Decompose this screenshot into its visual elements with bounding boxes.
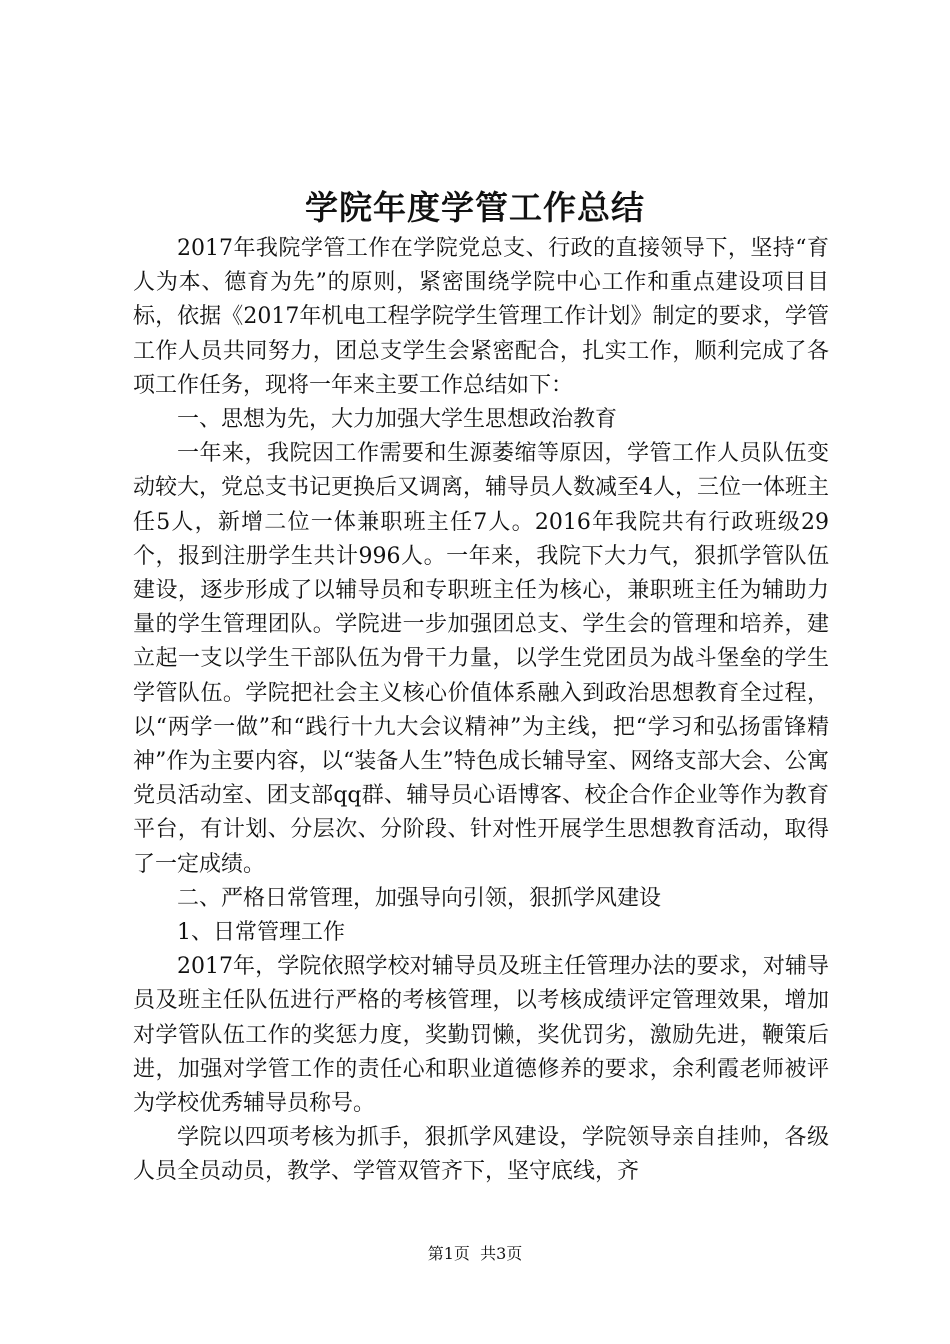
document-title: 学院年度学管工作总结 (305, 188, 645, 227)
paragraph-intro: 2017年我院学管工作在学院党总支、行政的直接领导下，坚持“育人为本、德育为先”的原则，紧密围绕学院中心工作和重点建设项目目标，依据《2017年机电工程学院学生管理工作计划》制定的要求，学管工作人员共同努力，团总支学生会紧密配合，扎实工作，顺利完成了各项工作任务，现将一年来主要工作总结如下： (133, 236, 829, 398)
paragraph-ideology: 一年来，我院因工作需要和生源萎缩等原因，学管工作人员队伍变动较大，党总支书记更换后又调离，辅导员人数减至4人，三位一体班主任5人，新增二位一体兼职班主任7人。2016年我院共有行政班级29个，报到注册学生共计996人。一年来，我院下大力气，狠抓学管队伍建设，逐步形成了以辅导员和专职班主任为核心，兼职班主任为辅助力量的学生管理团队。学院进一步加强团总支、学生会的管理和培养，建立起一支以学生干部队伍为骨干力量，以学生党团员为战斗堡垒的学生学管队伍。学院把社会主义核心价值体系融入到政治思想教育全过程，以“两学一做”和“践行十九大会议精神”为主线，把“学习和弘扬雷锋精神”作为主要内容，以“装备人生”特色成长辅导室、网络支部大会、公寓党员活动室、团支部qq群、辅导员心语博客、校企合作企业等作为教育平台，有计划、分层次、分阶段、针对性开展学生思想教育活动，取得了一定成绩。 (133, 441, 829, 877)
page-number: 第1页 共3页 (427, 1244, 523, 1263)
document-body (133, 232, 829, 1190)
section-heading-1: 一、思想为先，大力加强大学生思想政治教育 (177, 407, 618, 433)
paragraph-daily-management: 2017年，学院依照学校对辅导员及班主任管理办法的要求，对辅导员及班主任队伍进行严格的考核管理，以考核成绩评定管理效果，增加对学管队伍工作的奖惩力度，奖勤罚懒，奖优罚劣，激励先进，鞭策后进，加强对学管工作的责任心和职业道德修养的要求，余利霞老师被评为学校优秀辅导员称号。 (133, 954, 829, 1117)
subsection-heading-1: 1、日常管理工作 (177, 920, 345, 946)
section-heading-2: 二、严格日常管理，加强导向引领，狠抓学风建设 (177, 885, 662, 911)
paragraph-study-style: 学院以四项考核为抓手，狠抓学风建设，学院领导亲自挂帅，各级人员全员动员，教学、学管双管齐下，坚守底线，齐 (133, 1125, 829, 1185)
